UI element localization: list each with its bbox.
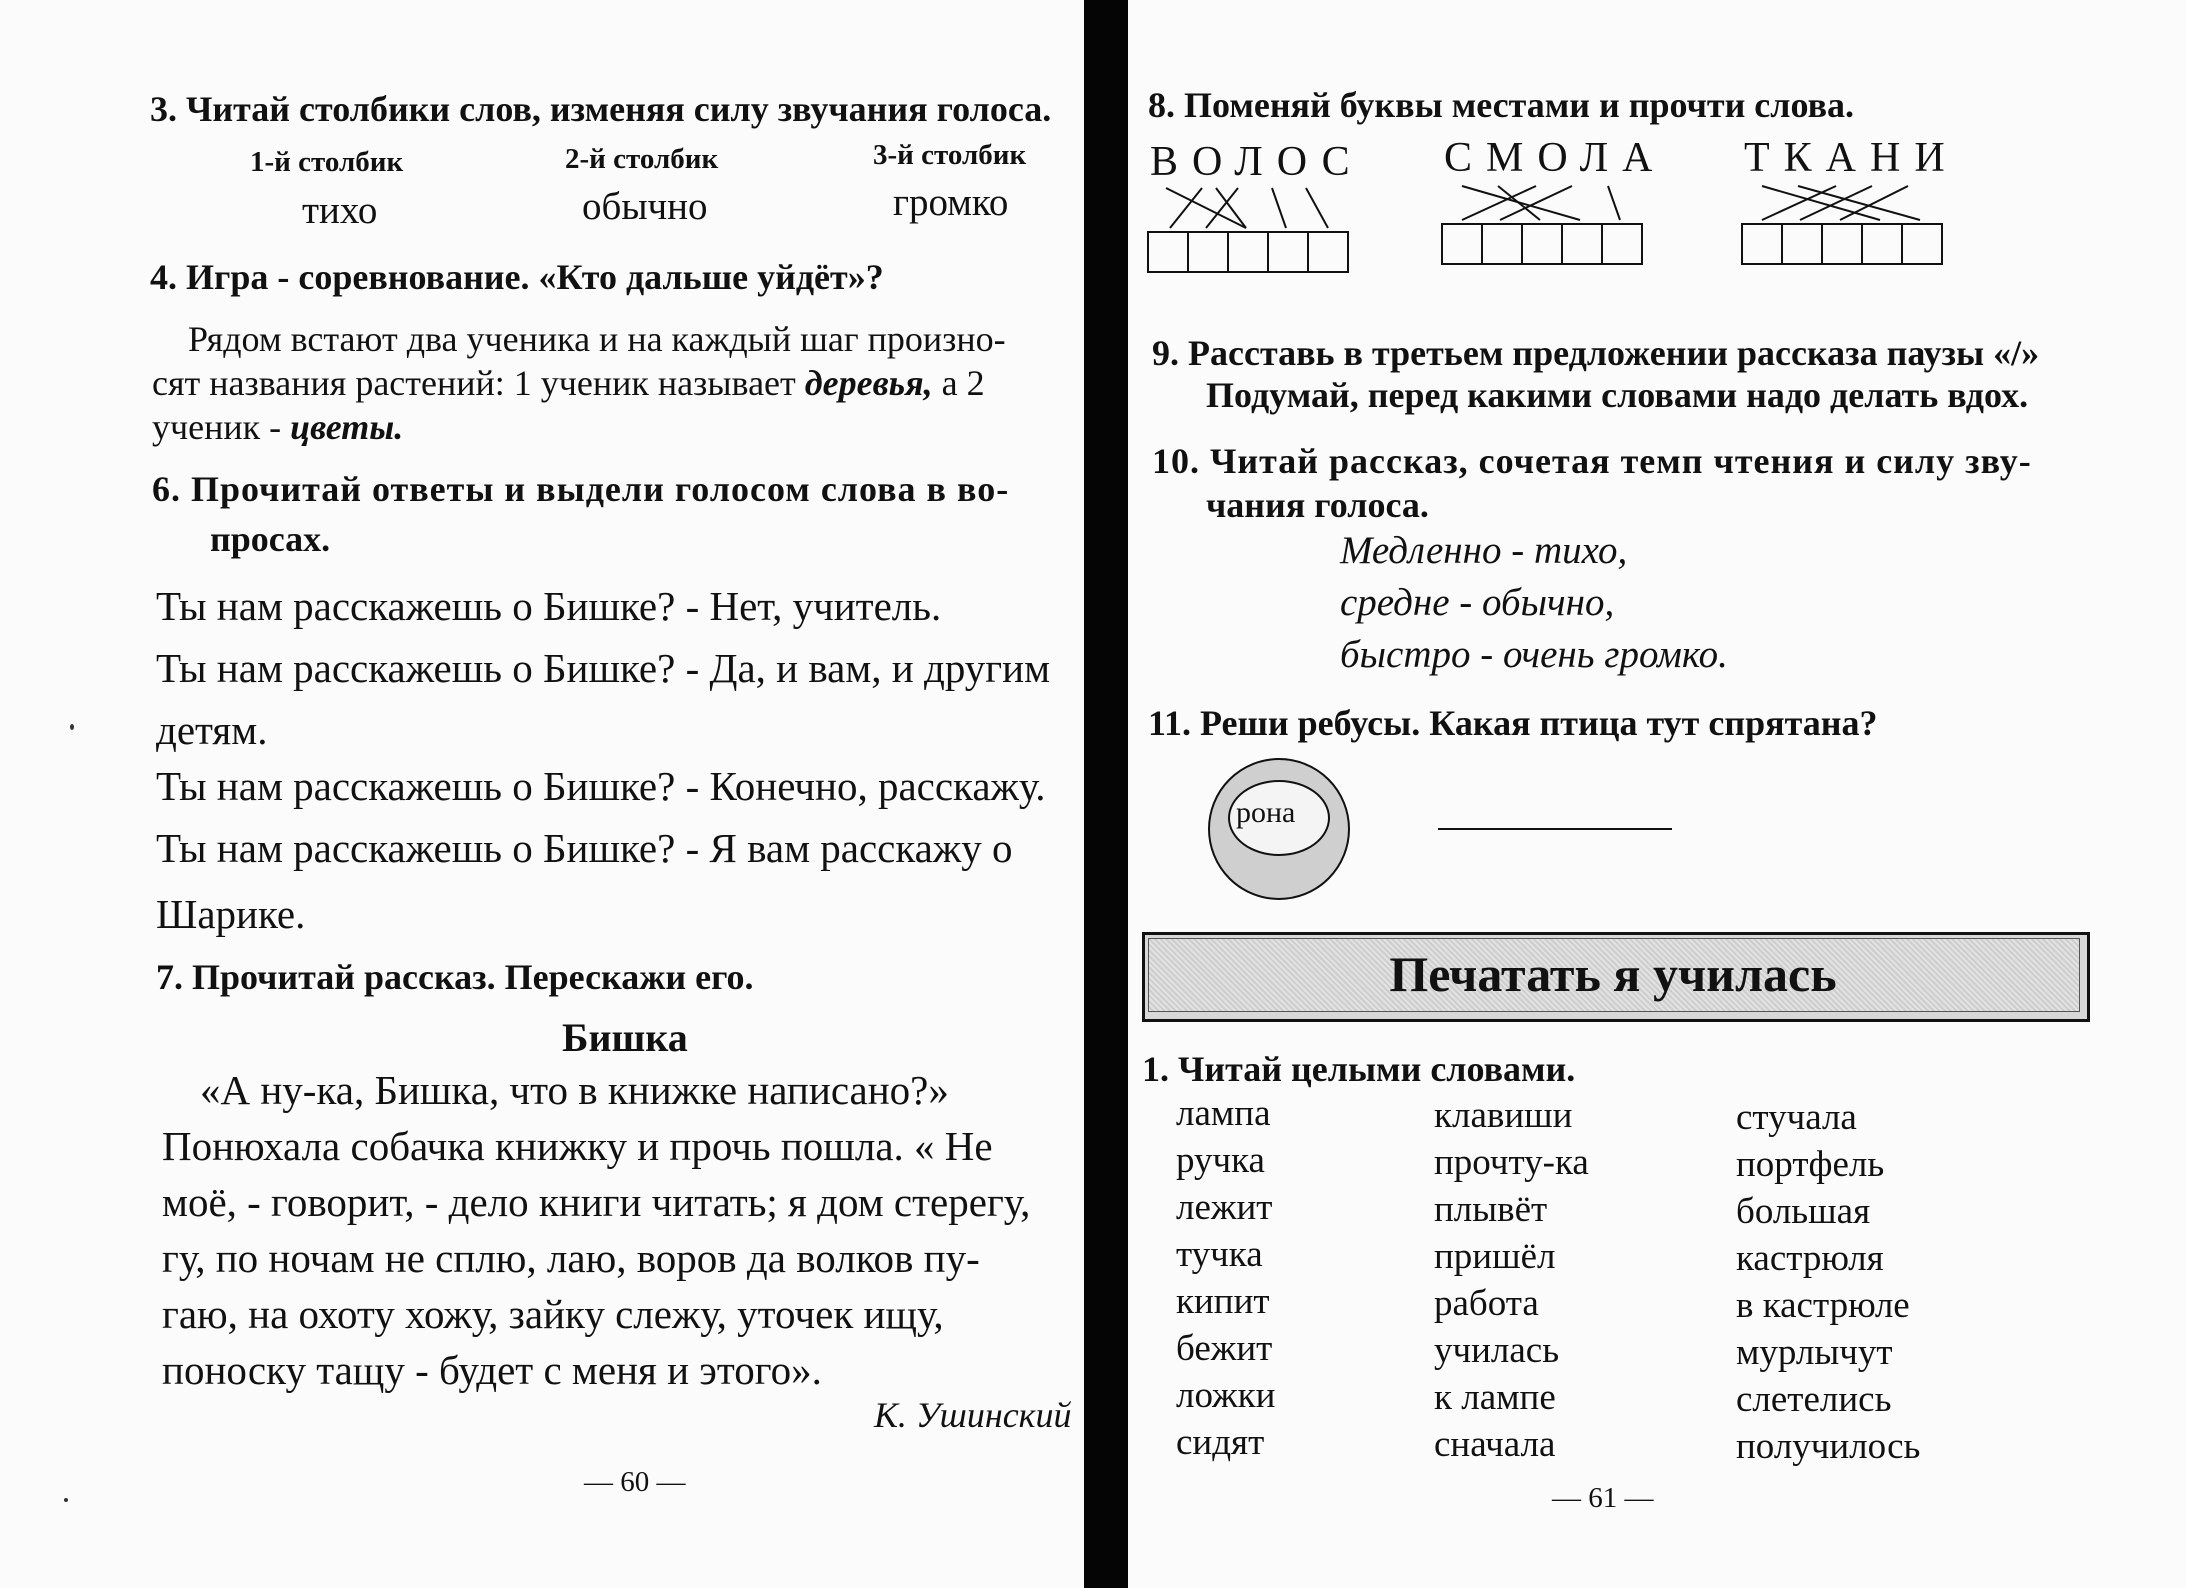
story-line: гу, по ночам не сплю, лаю, воров да волков пу-: [162, 1235, 980, 1281]
word-item: большая: [1736, 1191, 1871, 1232]
left-page: [0, 0, 1084, 1588]
task3-col3-heading: 3-й столбик: [873, 139, 1027, 171]
task6-line: Шарике.: [156, 891, 306, 937]
word-item: училась: [1434, 1330, 1560, 1371]
puzzle-word-volos: ВОЛОС: [1150, 139, 1364, 185]
word-item: пришёл: [1434, 1236, 1556, 1277]
word-item: к лампе: [1434, 1377, 1556, 1418]
right-page: [1128, 0, 2186, 1588]
task10-rule: Медленно - тихо,: [1340, 529, 1628, 572]
word-item: мурлычут: [1736, 1332, 1893, 1373]
page-number-61: — 61 —: [1552, 1482, 1654, 1514]
task6-line: Ты нам расскажешь о Бишке? - Нет, учитель.: [156, 583, 942, 629]
story-line: поноску тащу - будет с меня и этого».: [162, 1347, 822, 1393]
task4-line2: [152, 362, 985, 404]
task4-title: 4. Игра - соревнование. «Кто дальше уйдёт»?: [150, 257, 884, 297]
task4-line3-text: ученик -: [152, 407, 291, 447]
answer-line: [1438, 828, 1672, 830]
task7-title: 7. Прочитай рассказ. Перескажи его.: [156, 957, 754, 997]
puzzle-word-tkani: ТКАНИ: [1744, 135, 1959, 181]
task3-col1-heading: 1-й столбик: [250, 146, 404, 178]
puzzle-boxes-tkani: [1740, 180, 1960, 280]
scan-speck: [64, 1498, 68, 1502]
task6-line: детям.: [156, 707, 268, 753]
word-item: ложки: [1176, 1375, 1276, 1416]
word-item: работа: [1434, 1283, 1539, 1324]
story-line: Понюхала собачка книжку и прочь пошла. « Не: [162, 1123, 993, 1169]
task10-line1: 10. Читай рассказ, сочетая темп чтения и силу зву-: [1152, 441, 2032, 481]
task8-title: 8. Поменяй буквы местами и прочти слова.: [1148, 85, 1855, 125]
story-line: моё, - говорит, - дело книги читать; я дом стерегу,: [162, 1179, 1031, 1225]
word-item: прочту-ка: [1434, 1142, 1589, 1183]
section-title: Печатать я училась: [1389, 946, 1837, 1002]
task4-emphasis-trees: деревья,: [804, 363, 933, 403]
task10-rule: средне - обычно,: [1340, 581, 1615, 624]
word-item: лежит: [1176, 1187, 1273, 1228]
puzzle-boxes-smola: [1440, 180, 1660, 280]
scan-speck: [70, 724, 74, 730]
task6-line: Ты нам расскажешь о Бишке? - Конечно, расскажу.: [156, 763, 1046, 809]
story-line: «А ну-ка, Бишка, что в книжке написано?»: [200, 1067, 949, 1113]
task3-col2-heading: 2-й столбик: [565, 143, 719, 175]
word-item: плывёт: [1434, 1189, 1548, 1230]
task6-title-line1: 6. Прочитай ответы и выдели голосом слова в во-: [152, 469, 1010, 509]
task4-line2-text: сят названия растений: 1 ученик называет: [152, 363, 805, 403]
task3-title: 3. Читай столбики слов, изменяя силу звучания голоса.: [150, 89, 1052, 129]
task3-col2-word: обычно: [582, 185, 708, 228]
word-item: слетелись: [1736, 1379, 1892, 1420]
task9-line1: 9. Расставь в третьем предложении рассказа паузы «/»: [1152, 333, 2040, 373]
word-item: кипит: [1176, 1281, 1270, 1322]
puzzle-boxes-volos: [1146, 182, 1366, 294]
task6-title-line2: просах.: [210, 519, 331, 559]
task1-title: 1. Читай целыми словами.: [1142, 1049, 1576, 1089]
word-item: кастрюля: [1736, 1238, 1884, 1279]
word-item: клавиши: [1434, 1095, 1573, 1136]
word-item: сначала: [1434, 1424, 1556, 1465]
word-item: лампа: [1176, 1093, 1271, 1134]
word-item: ручка: [1176, 1140, 1265, 1181]
word-column-2: [1434, 1092, 1589, 1468]
word-item: получилось: [1736, 1426, 1921, 1467]
task4-line2-end: а 2: [932, 363, 985, 403]
story-title: Бишка: [562, 1015, 688, 1060]
word-item: стучала: [1736, 1097, 1857, 1138]
word-item: бежит: [1176, 1328, 1273, 1369]
page-number-60: — 60 —: [584, 1466, 686, 1498]
word-column-3: [1736, 1094, 1920, 1470]
task9-line2: Подумай, перед какими словами надо делать вдох.: [1206, 375, 2029, 415]
story-line: гаю, на охоту хожу, зайку слежу, уточек ищу,: [162, 1291, 944, 1337]
task6-line: Ты нам расскажешь о Бишке? - Да, и вам, и другим: [156, 645, 1051, 691]
task3-col1-word: тихо: [302, 189, 378, 232]
word-item: в кастрюле: [1736, 1285, 1910, 1326]
task4-line3: [152, 406, 403, 448]
task6-line: Ты нам расскажешь о Бишке? - Я вам расскажу о: [156, 825, 1013, 871]
task3-col3-word: громко: [893, 181, 1009, 224]
task11-title: 11. Реши ребусы. Какая птица тут спрятана?: [1148, 703, 1878, 743]
task10-line2: чания голоса.: [1206, 485, 1429, 525]
task4-line1: Рядом встают два ученика и на каждый шаг произно-: [188, 319, 1006, 359]
task10-rule: быстро - очень громко.: [1340, 633, 1728, 676]
word-item: портфель: [1736, 1144, 1885, 1185]
word-item: тучка: [1176, 1234, 1263, 1275]
word-item: сидят: [1176, 1422, 1265, 1463]
story-author: К. Ушинский: [874, 1395, 1072, 1435]
task4-emphasis-flowers: цветы.: [290, 407, 404, 447]
book-spine: [1084, 0, 1128, 1588]
puzzle-word-smola: СМОЛА: [1444, 135, 1667, 181]
word-column-1: [1176, 1090, 1275, 1466]
rebus-word: рона: [1236, 796, 1296, 829]
